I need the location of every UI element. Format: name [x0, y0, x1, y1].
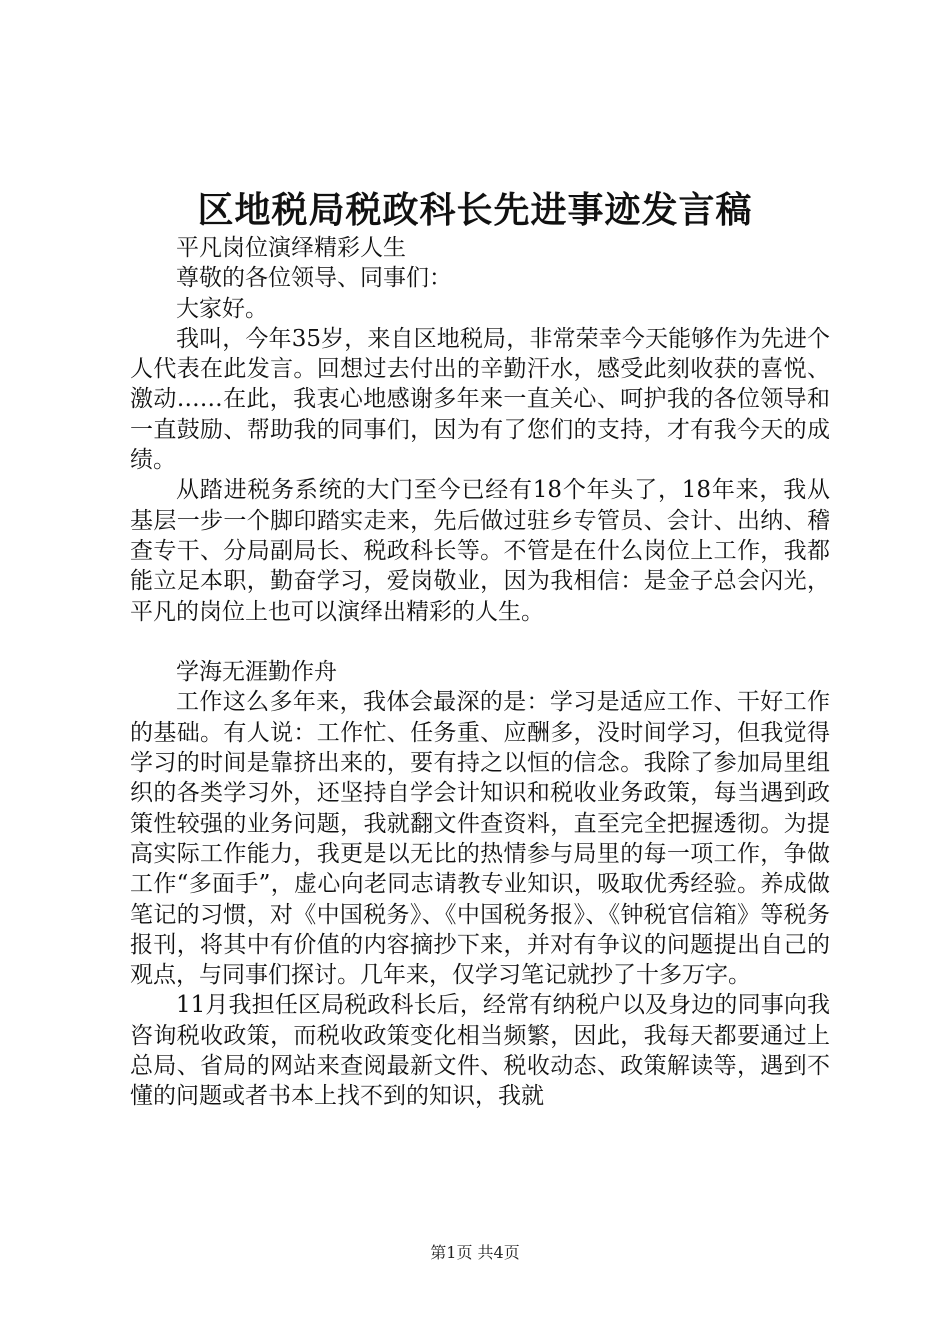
page-footer: 第1页 共4页	[430, 1243, 520, 1262]
body-paragraph: 工作这么多年来，我体会最深的是：学习是适应工作、干好工作的基础。有人说：工作忙、任务重、应酬多，没时间学习，但我觉得学习的时间是靠挤出来的，要有持之以恒的信念。我除了参加局里组织的各类学习外，还坚持自学会计知识和税收业务政策，每当遇到政策性较强的业务问题，我就翻文件查资料，直至完全把握透彻。为提高实际工作能力，我更是以无比的热情参与局里的每一项工作，争做工作“多面手”，虚心向老同志请教专业知识，吸取优秀经验。养成做笔记的习惯，对《中国税务》、《中国税务报》、《钟税官信箱》等税务报刊，将其中有价值的内容摘抄下来，并对有争议的问题提出自己的观点，与同事们探讨。几年来，仅学习笔记就抄了十多万字。	[130, 689, 830, 989]
body-paragraph: 从踏进税务系统的大门至今已经有18个年头了，18年来，我从基层一步一个脚印踏实走来，先后做过驻乡专管员、会计、出纳、稽查专干、分局副局长、税政科长等。不管是在什么岗位上工作，我都能立足本职，勤奋学习，爱岗敬业，因为我相信：是金子总会闪光，平凡的岗位上也可以演绎出精彩的人生。	[130, 477, 830, 625]
section-heading: 学海无涯勤作舟	[176, 659, 337, 686]
document-body	[130, 233, 830, 1112]
document-title: 区地税局税政科长先进事迹发言稿	[197, 189, 753, 231]
paragraph-spacer	[130, 627, 830, 657]
salutation-paragraph: 尊敬的各位领导、同事们：	[176, 265, 452, 292]
body-paragraph: 11月我担任区局税政科长后，经常有纳税户以及身边的同事向我咨询税收政策，而税收政策变化相当频繁，因此，我每天都要通过上总局、省局的网站来查阅最新文件、税收动态、政策解读等，遇到不懂的问题或者书本上找不到的知识，我就	[130, 992, 830, 1110]
greeting-paragraph: 大家好。	[176, 295, 268, 322]
subtitle-paragraph: 平凡岗位演绎精彩人生	[176, 235, 406, 261]
body-paragraph: 我叫，今年35岁，来自区地税局，非常荣幸今天能够作为先进个人代表在此发言。回想过去付出的辛勤汗水，感受此刻收获的喜悦、激动……在此，我衷心地感谢多年来一直关心、呵护我的各位领导和一直鼓励、帮助我的同事们，因为有了您们的支持，才有我今天的成绩。	[130, 325, 830, 474]
